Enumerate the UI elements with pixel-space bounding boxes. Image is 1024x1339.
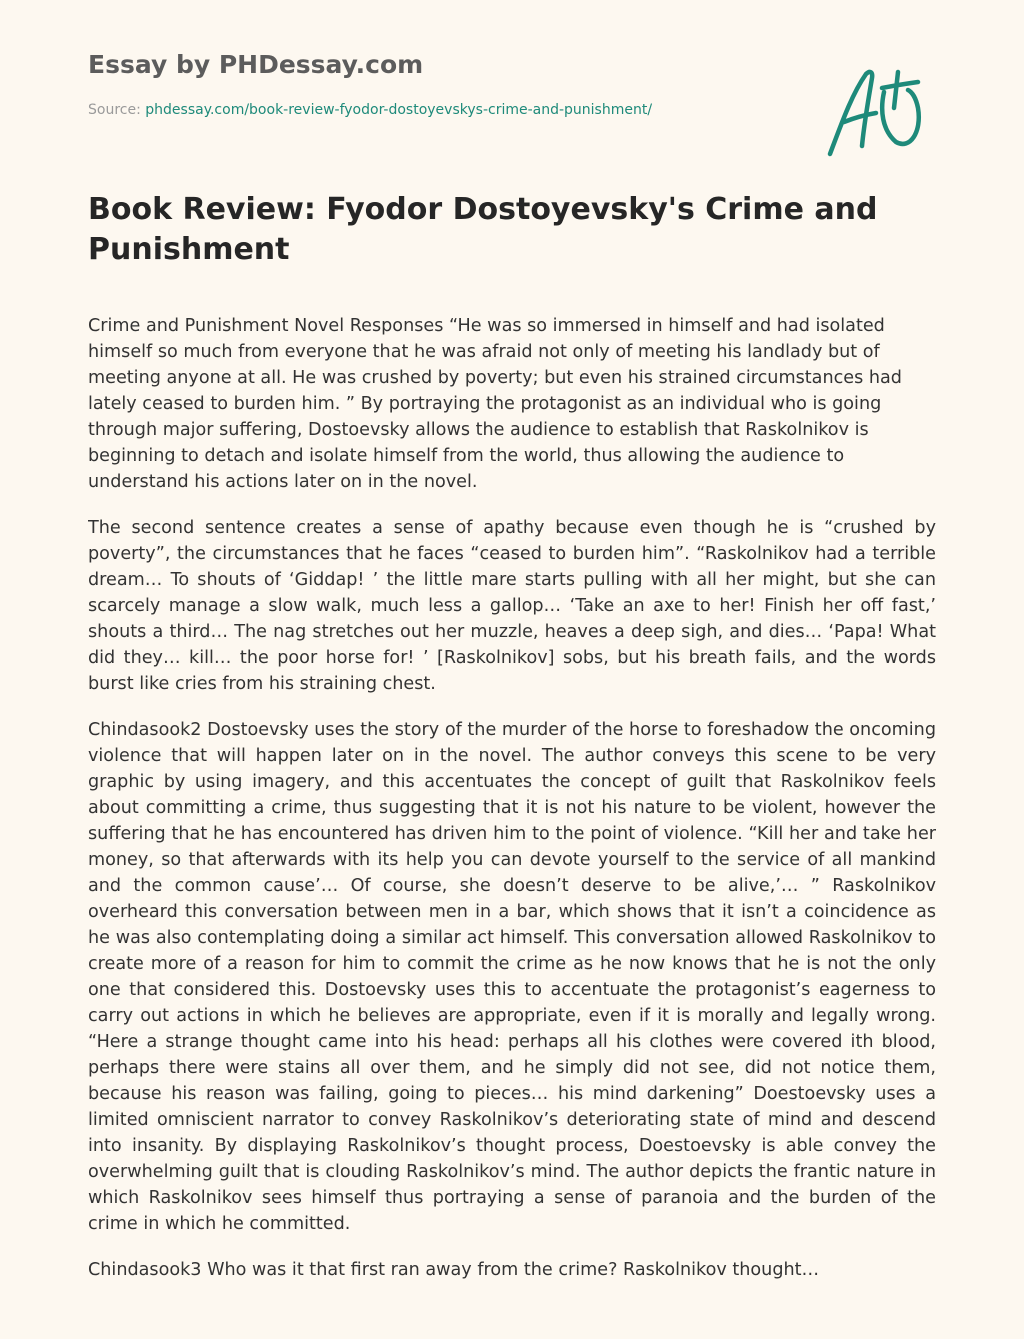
source-label: Source:	[88, 102, 146, 118]
essay-body	[88, 313, 936, 1339]
source-link[interactable]: phdessay.com/book-review-fyodor-dostoyevskys-crime-and-punishment/	[145, 102, 653, 118]
a-plus-grade-icon	[818, 62, 930, 162]
source-line	[88, 102, 652, 118]
site-brand: Essay by PHDessay.com	[88, 50, 424, 79]
paragraph: The second sentence creates a sense of apathy because even though he is “crushed by poverty”, the circumstances that he faces “ceased to burden him”. “Raskolnikov had a terrible dream… To shouts of ‘Giddap! ’ the little mare starts pulling with all her might, but she can scarcely manage a slow walk, much less a gallop… ‘Take an axe to her! Finish her off fast,’ shouts a third… The nag stretches out her muzzle, heaves a deep sigh, and dies… ‘Papa! What did they… kill… the poor horse for! ’ [Raskolnikov] sobs, but his breath fails, and the words burst like cries from his straining chest.	[88, 518, 936, 694]
paragraph: Chindasook3 Who was it that first ran away from the crime? Raskolnikov thought…	[88, 1260, 820, 1280]
paragraph: Chindasook2 Dostoevsky uses the story of the murder of the horse to foreshadow the oncoming violence that will happen later on in the novel. The author conveys this scene to be very graphic by using imagery, and this accentuates the concept of guilt that Raskolnikov feels about committing a crime, thus suggesting that it is not his nature to be violent, however the suffering that he has encountered has driven him to the point of violence. “Kill her and take her money, so that afterwards with its help you can devote yourself to the service of all mankind and the common cause’… Of course, she doesn’t deserve to be alive,’… ” Raskolnikov overheard this conversation between men in a bar, which shows that it isn’t a coincidence as he was also contemplating doing a similar act himself. This conversation allowed Raskolnikov to create more of a reason for him to commit the crime as he now knows that he is not the only one that considered this. Dostoevsky uses this to accentuate the protagonist’s eagerness to carry out actions in which he believes are appropriate, even if it is morally and legally wrong. “Here a strange thought came into his head: perhaps all his clothes were covered ith blood, perhaps there were stains all over them, and he simply did not see, did not notice them, because his reason was failing, going to pieces… his mind darkening” Doestoevsky uses a limited omniscient narrator to convey Raskolnikov’s deteriorating state of mind and descend into insanity. By displaying Raskolnikov’s thought process, Doestoevsky is able convey the overwhelming guilt that is clouding Raskolnikov’s mind. The author depicts the frantic nature in which Raskolnikov sees himself thus portraying a sense of paranoia and the burden of the crime in which he committed.	[88, 720, 936, 1234]
page-title: Book Review: Fyodor Dostoyevsky's Crime and Punishment	[88, 192, 878, 267]
paragraph: Crime and Punishment Novel Responses “He was so immersed in himself and had isolated himself so much from everyone that he was afraid not only of meeting his landlady but of meeting anyone at all. He was crushed by poverty; but even his strained circumstances had lately ceased to burden him. ” By portraying the protagonist as an individual who is going through major suffering, Dostoevsky allows the audience to establish that Raskolnikov is beginning to detach and isolate himself from the world, thus allowing the audience to understand his actions later on in the novel.	[88, 316, 902, 492]
